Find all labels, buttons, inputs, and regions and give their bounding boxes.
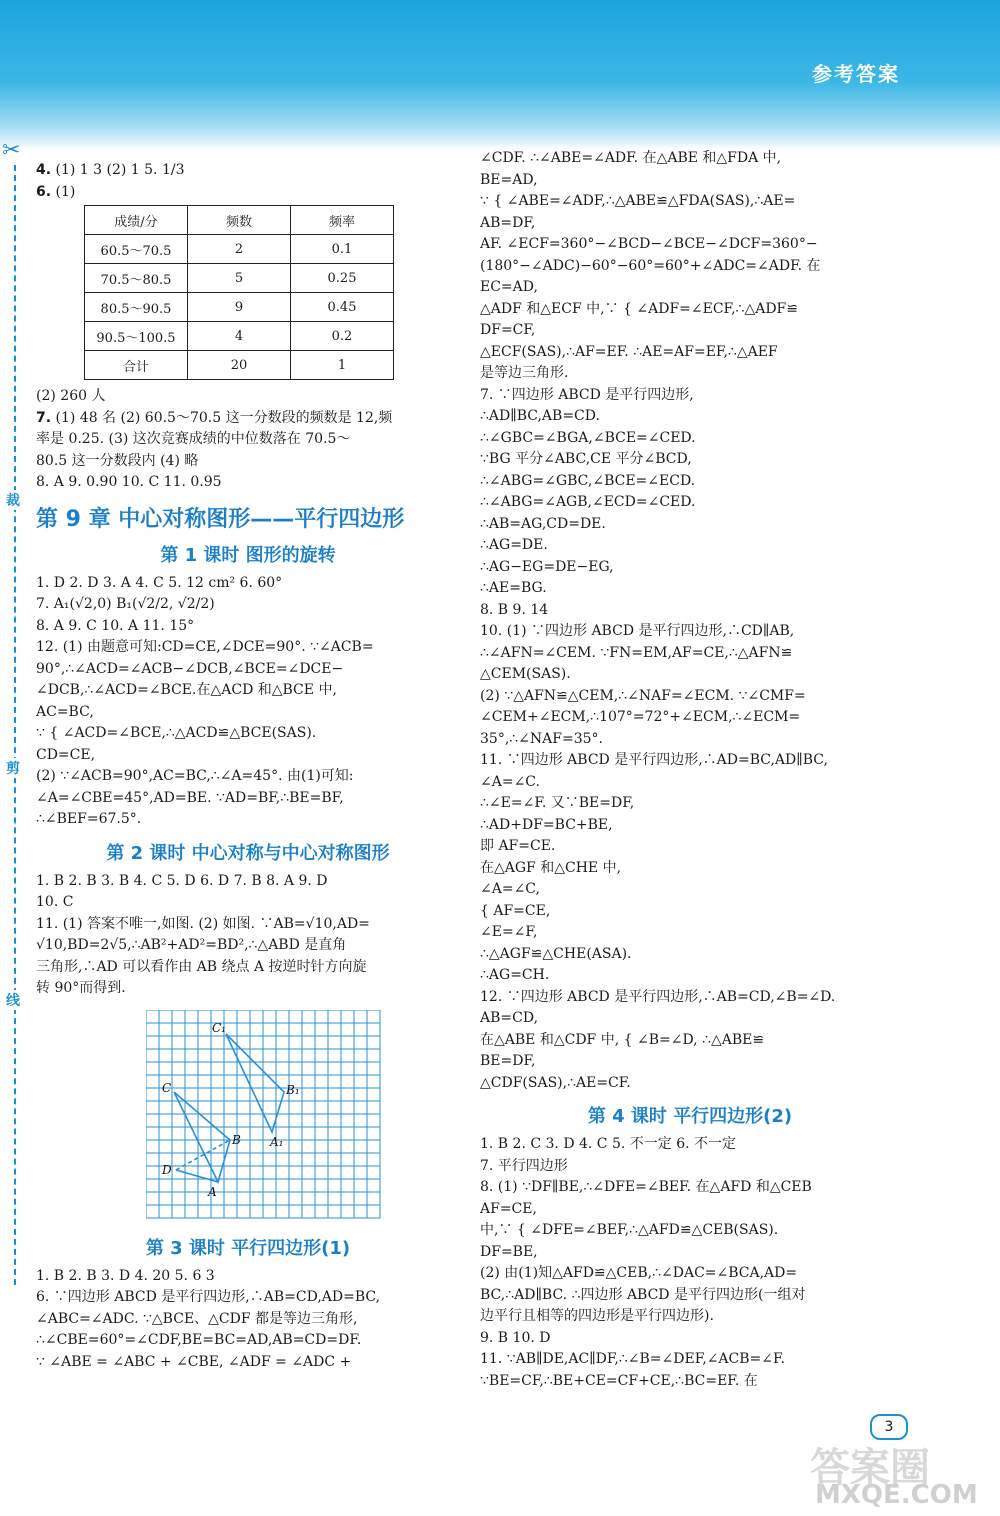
rotation-grid-figure	[146, 1010, 460, 1226]
answer-line: △CDF(SAS),∴AE=CF.	[480, 1074, 631, 1091]
answer-line: ∴∠GBC=∠BGA,∠BCE=∠CED.	[480, 429, 696, 446]
answer-line: 1. B 2. B 3. D 4. 20 5. 6 3	[36, 1267, 215, 1284]
answer-line: 8. (1) ∵DF∥BE,∴∠DFE=∠BEF. 在△AFD 和△CEB	[480, 1179, 812, 1195]
grid-figure-svg	[146, 1010, 382, 1222]
table-cell: 合计	[85, 351, 188, 380]
answer-7-cont: 率是 0.25. (3) 这次竞赛成绩的中位数落在 70.5～	[36, 431, 351, 447]
answer-7-cont: 80.5 这一分数段内 (4) 略	[36, 452, 199, 469]
answer-6-label: 6. (1)	[36, 183, 76, 200]
table-row	[85, 293, 394, 322]
answer-line: AC=BC,	[36, 703, 94, 720]
answer-line: 11. ∵四边形 ABCD 是平行四边形,∴AD=BC,AD∥BC,	[480, 752, 828, 768]
header-title: 参考答案	[812, 62, 900, 86]
answer-line: △ECF(SAS),∴AF=EF. ∴AE=AF=EF,∴△AEF	[480, 343, 778, 360]
answer-line: ∴∠CBE=60°=∠CDF,BE=BC=AD,AB=CD=DF.	[36, 1332, 362, 1348]
label-A: A	[208, 1184, 217, 1199]
answer-line: ∵ { ∠ABE=∠ADF,∴△ABE≌△FDA(SAS),∴AE=	[480, 193, 796, 209]
answer-line: CD=CE,	[36, 746, 96, 763]
answer-line: AF=CE,	[480, 1200, 537, 1217]
answer-line: ∴AG=DE.	[480, 537, 548, 553]
cut-mark-1: 裁	[6, 490, 20, 510]
answer-line: ∴AB=AG,CD=DE.	[480, 515, 606, 532]
watermark-logo: 答案圈	[810, 1445, 930, 1491]
answer-line: ∠CEM+∠ECM,∴107°=72°+∠ECM,∴∠ECM=	[480, 709, 801, 725]
left-column	[36, 160, 460, 1373]
answer-line: ∵BG 平分∠ABC,CE 平分∠BCD,	[480, 451, 692, 467]
answer-line: ∵ { ∠ACD=∠BCE,∴△ACD≌△BCE(SAS).	[36, 725, 317, 741]
chapter-title: 第 9 章 中心对称图形——平行四边形	[36, 506, 405, 532]
answer-line: ∠E=∠F,	[480, 924, 538, 940]
scissors-icon: ✂	[2, 138, 21, 163]
answer-line: 35°,∴∠NAF=35°.	[480, 730, 603, 747]
cut-line	[14, 165, 16, 1285]
answer-line: ∠A=∠CBE=45°,AD=BE. ∵AD=BF,∴BE=BF,	[36, 789, 344, 806]
answer-line: 1. B 2. B 3. B 4. C 5. D 6. D 7. B 8. A 9. D	[36, 872, 328, 889]
cut-mark-3: 线	[6, 990, 20, 1010]
answer-line: 6. ∵四边形 ABCD 是平行四边形,∴AB=CD,AD=BC,	[36, 1289, 381, 1305]
table-cell: 0.25	[291, 264, 394, 293]
answer-line: AB=DF,	[480, 214, 536, 231]
answer-line: 三角形,∴AD 可以看作由 AB 绕点 A 按逆时针方向旋	[36, 958, 367, 975]
answer-line: 9. B 10. D	[480, 1329, 551, 1346]
answer-line: 即 AF=CE.	[480, 838, 556, 854]
label-B: B	[232, 1132, 241, 1147]
answer-line: △ADF 和△ECF 中,∵ { ∠ADF=∠ECF,∴△ADF≌	[480, 300, 798, 317]
table-cell: 5	[188, 264, 291, 293]
table-cell: 1	[291, 351, 394, 380]
label-C: C	[162, 1080, 172, 1095]
label-A1: A₁	[270, 1134, 284, 1149]
answer-line: (2) ∵△AFN≌△CEM,∴∠NAF=∠ECM. ∵∠CMF=	[480, 687, 806, 704]
answer-line: 在△ABE 和△CDF 中, { ∠B=∠D, ∴△ABE≌	[480, 1031, 765, 1048]
answer-line: ∵ ∠ABE = ∠ABC + ∠CBE, ∠ADF = ∠ADC +	[36, 1353, 352, 1370]
answer-line: 7. ∵四边形 ABCD 是平行四边形,	[480, 386, 694, 403]
section-title: 第 4 课时 平行四边形(2)	[587, 1106, 793, 1127]
answer-line: 7. A₁(√2,0) B₁(√2/2, √2/2)	[36, 596, 215, 612]
answer-line: BC,∴AD∥BC. ∴四边形 ABCD 是平行四边形(一组对	[480, 1286, 806, 1303]
table-cell: 4	[188, 322, 291, 351]
answer-line: ∠ABC=∠ADC. ∵△BCE、△CDF 都是等边三角形,	[36, 1310, 358, 1327]
table-row	[85, 235, 394, 264]
answer-line: DF=CF,	[480, 322, 536, 338]
answer-line: 8. A 9. C 10. A 11. 15°	[36, 617, 195, 634]
answer-line: AF. ∠ECF=360°−∠BCD−∠BCE−∠DCF=360°−	[480, 236, 818, 252]
label-D: D	[162, 1162, 172, 1177]
answer-line: BE=DF,	[480, 1053, 536, 1069]
table-row	[85, 322, 394, 351]
answer-line: ∴∠AFN=∠CEM. ∵FN=EM,AF=CE,∴△AFN≌	[480, 644, 793, 661]
answer-line: 是等边三角形.	[480, 365, 569, 381]
cut-mark-2: 剪	[6, 758, 20, 778]
page-number: 3	[870, 1414, 908, 1440]
table-cell: 0.45	[291, 293, 394, 322]
answer-8-11: 8. A 9. 0.90 10. C 11. 0.95	[36, 474, 222, 490]
answer-line: 11. (1) 答案不唯一,如图. (2) 如图. ∵AB=√10,AD=	[36, 915, 370, 932]
answer-7: 7. (1) 48 名 (2) 60.5～70.5 这一分数段的频数是 12,频	[36, 409, 393, 426]
right-column	[480, 148, 900, 1392]
answer-line: 在△AGF 和△CHE 中,	[480, 859, 622, 876]
answer-line: ∴AG=CH.	[480, 967, 550, 983]
table-cell: 0.2	[291, 322, 394, 351]
section-title: 第 3 课时 平行四边形(1)	[145, 1237, 351, 1259]
table-header: 频率	[291, 206, 394, 235]
answer-line: ∴∠ABG=∠GBC,∠BCE=∠ECD.	[480, 472, 696, 489]
answer-line: ∴△AGF≌△CHE(ASA).	[480, 945, 632, 962]
answer-4-5: 4. (1) 1 3 (2) 1 5. 1/3	[36, 162, 185, 178]
table-row	[85, 264, 394, 293]
answer-line: AB=CD,	[480, 1010, 539, 1026]
table-cell: 9	[188, 293, 291, 322]
table-header: 频数	[188, 206, 291, 235]
table-cell: 20	[188, 351, 291, 380]
answer-line: ∠A=∠C.	[480, 773, 540, 790]
answer-line: 90°,∴∠ACD=∠ACB−∠DCB,∠BCE=∠DCE−	[36, 660, 344, 677]
frequency-table	[84, 205, 394, 380]
table-cell: 2	[188, 235, 291, 264]
answer-line: 转 90°而得到.	[36, 980, 126, 996]
watermark-url: MXQE.COM	[815, 1480, 978, 1510]
label-B1: B₁	[286, 1082, 300, 1097]
answer-line: ∠CDF. ∴∠ABE=∠ADF. 在△ABE 和△FDA 中,	[480, 150, 782, 166]
table-header: 成绩/分	[85, 206, 188, 235]
answer-line: △CEM(SAS).	[480, 666, 571, 682]
answer-line: 10. (1) ∵四边形 ABCD 是平行四边形,∴CD∥AB,	[480, 623, 795, 639]
answer-line: ∴∠E=∠F. 又∵BE=DF,	[480, 795, 635, 811]
answer-line: 11. ∵AB∥DE,AC∥DF,∴∠B=∠DEF,∠ACB=∠F.	[480, 1351, 785, 1367]
table-cell: 70.5～80.5	[85, 264, 188, 293]
section-title: 第 2 课时 中心对称与中心对称图形	[106, 842, 390, 864]
answer-line: ∴∠BEF=67.5°.	[36, 811, 142, 827]
table-cell: 80.5～90.5	[85, 293, 188, 322]
answer-line: 12. (1) 由题意可知:CD=CE,∠DCE=90°. ∵∠ACB=	[36, 639, 374, 655]
answer-line: ∴AG−EG=DE−EG,	[480, 558, 614, 575]
answer-line: 12. ∵四边形 ABCD 是平行四边形,∴AB=CD,∠B=∠D.	[480, 988, 836, 1005]
answer-line: 10. C	[36, 894, 74, 910]
section-title: 第 1 课时 图形的旋转	[160, 544, 336, 566]
answer-line: BE=AD,	[480, 171, 538, 188]
answer-line: EC=AD,	[480, 279, 538, 295]
answer-line: 边平行且相等的四边形是平行四边形).	[480, 1308, 714, 1324]
table-cell: 0.1	[291, 235, 394, 264]
answer-6-2: (2) 260 人	[36, 388, 106, 404]
table-cell: 90.5～100.5	[85, 322, 188, 351]
answer-line: DF=BE,	[480, 1243, 538, 1260]
answer-line: ∴AE=BG.	[480, 580, 547, 596]
answer-line: ∴∠ABG=∠AGB,∠ECD=∠CED.	[480, 494, 696, 510]
answer-line: (2) ∵∠ACB=90°,AC=BC,∴∠A=45°. 由(1)可知:	[36, 768, 354, 784]
answer-line: 8. B 9. 14	[480, 601, 549, 618]
answer-line: √10,BD=2√5,∴AB²+AD²=BD²,∴△ABD 是直角	[36, 937, 347, 953]
answer-line: (2) 由(1)知△AFD≌△CEB,∴∠DAC=∠BCA,AD=	[480, 1265, 798, 1281]
answer-line: ∵BE=CF,∴BE+CE=CF+CE,∴BC=EF. 在	[480, 1372, 758, 1389]
table-cell: 60.5～70.5	[85, 235, 188, 264]
answer-line: 1. D 2. D 3. A 4. C 5. 12 cm² 6. 60°	[36, 574, 283, 591]
table-header-row	[85, 206, 394, 235]
answer-line: (180°−∠ADC)−60°−60°=60°+∠ADC=∠ADF. 在	[480, 257, 821, 274]
answer-line: ∴AD∥BC,AB=CD.	[480, 408, 600, 424]
answer-line: ∠DCB,∴∠ACD=∠BCE.在△ACD 和△BCE 中,	[36, 682, 337, 698]
answer-line: ∠A=∠C,	[480, 881, 540, 897]
page-header-band	[0, 0, 1000, 150]
table-row	[85, 351, 394, 380]
label-C1: C₁	[212, 1020, 226, 1035]
answer-line: { AF=CE,	[480, 902, 551, 919]
answer-line: 1. B 2. C 3. D 4. C 5. 不一定 6. 不一定	[480, 1136, 737, 1152]
answer-line: ∴AD+DF=BC+BE,	[480, 816, 613, 833]
answer-line: 中,∵ { ∠DFE=∠BEF,∴△AFD≌△CEB(SAS).	[480, 1222, 779, 1238]
answer-line: 7. 平行四边形	[480, 1157, 568, 1174]
